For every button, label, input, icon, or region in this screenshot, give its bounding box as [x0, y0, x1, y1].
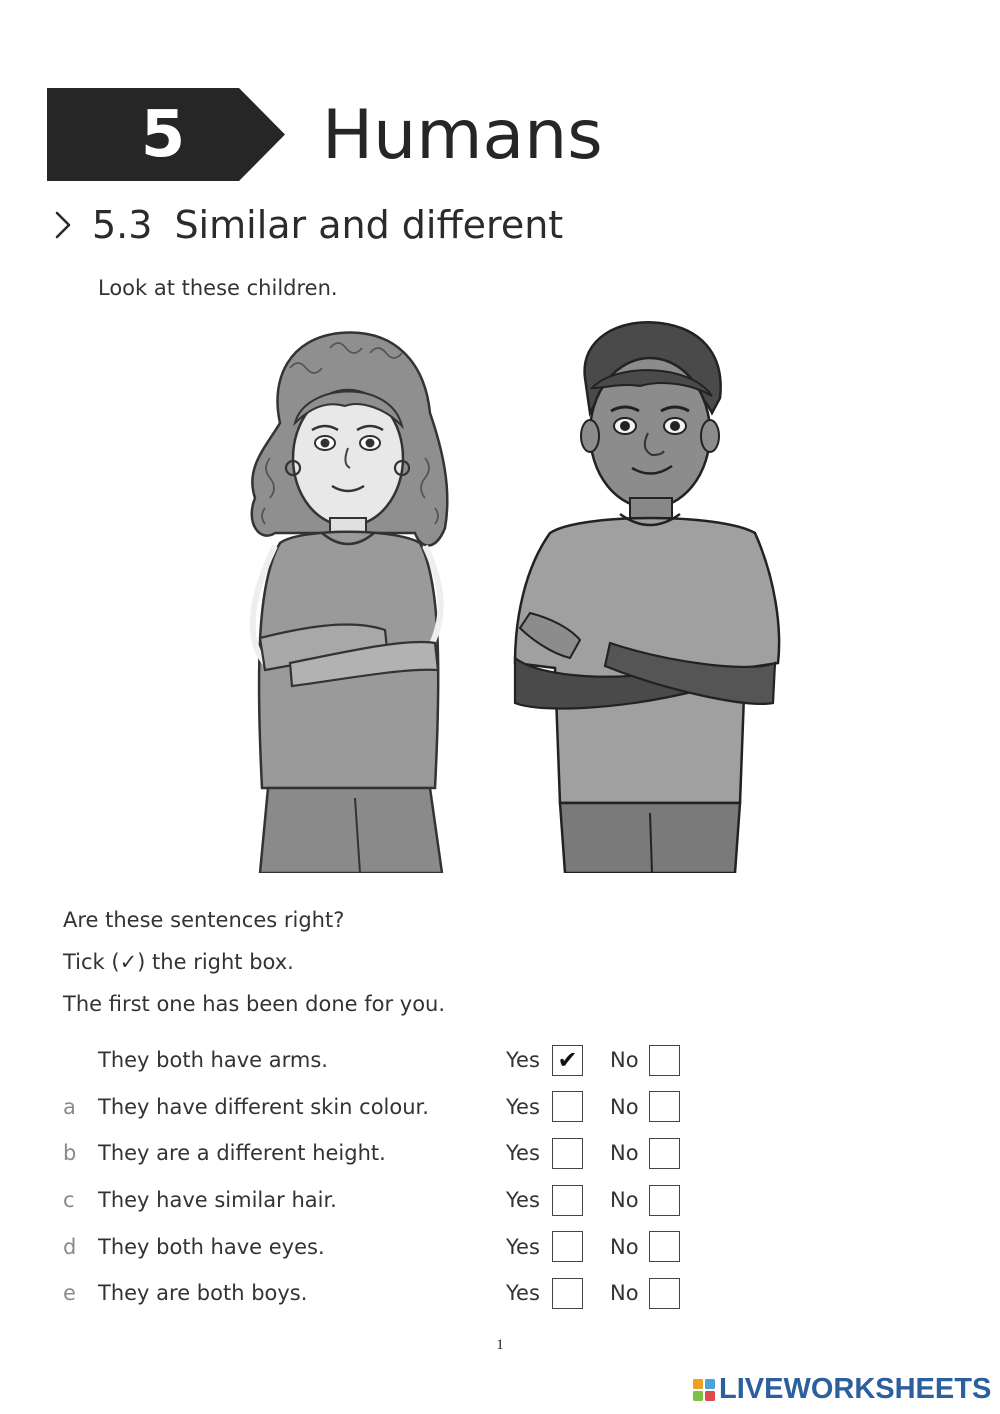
yes-checkbox[interactable]: ✔	[552, 1045, 583, 1076]
yes-label: Yes	[506, 1188, 540, 1213]
instruction-tick: Tick (✓) the right box.	[63, 950, 294, 974]
no-checkbox[interactable]	[649, 1185, 680, 1216]
yes-label: Yes	[506, 1234, 540, 1259]
girl-figure	[252, 333, 448, 873]
yes-label: Yes	[506, 1141, 540, 1166]
unit-banner	[47, 88, 285, 181]
intro-text: Look at these children.	[98, 276, 338, 300]
item-letter: c	[63, 1188, 75, 1213]
no-checkbox[interactable]	[649, 1091, 680, 1122]
item-sentence: They both have arms.	[98, 1048, 328, 1073]
no-label: No	[610, 1188, 639, 1213]
section-heading	[52, 203, 563, 247]
item-letter: a	[63, 1094, 76, 1119]
chevron-right-icon	[52, 205, 74, 245]
item-sentence: They have similar hair.	[98, 1188, 337, 1213]
yes-checkbox[interactable]	[552, 1138, 583, 1169]
no-label: No	[610, 1234, 639, 1259]
list-item	[63, 1130, 703, 1177]
item-sentence: They have different skin colour.	[98, 1094, 429, 1119]
section-title: Similar and different	[174, 203, 564, 247]
item-letter: e	[63, 1281, 76, 1306]
yes-label: Yes	[506, 1048, 540, 1073]
list-item	[63, 1223, 703, 1270]
item-sentence: They both have eyes.	[98, 1234, 325, 1259]
answer-rows	[63, 1037, 703, 1317]
unit-number: 5	[140, 97, 186, 172]
liveworksheets-logo-icon	[692, 1378, 716, 1402]
list-item	[63, 1037, 703, 1084]
instruction-question: Are these sentences right?	[63, 908, 345, 932]
no-label: No	[610, 1048, 639, 1073]
yes-checkbox[interactable]	[552, 1091, 583, 1122]
unit-title: Humans	[322, 96, 603, 175]
yes-checkbox[interactable]	[552, 1231, 583, 1262]
no-label: No	[610, 1281, 639, 1306]
yes-label: Yes	[506, 1094, 540, 1119]
list-item	[63, 1270, 703, 1317]
item-sentence: They are a different height.	[98, 1141, 386, 1166]
list-item	[63, 1084, 703, 1131]
no-checkbox[interactable]	[649, 1278, 680, 1309]
no-checkbox[interactable]	[649, 1231, 680, 1262]
section-number: 5.3	[92, 203, 153, 247]
children-illustration	[220, 318, 785, 873]
item-letter: d	[63, 1234, 77, 1259]
no-label: No	[610, 1141, 639, 1166]
item-letter: b	[63, 1141, 77, 1166]
no-label: No	[610, 1094, 639, 1119]
item-sentence: They are both boys.	[98, 1281, 308, 1306]
yes-checkbox[interactable]	[552, 1278, 583, 1309]
no-checkbox[interactable]	[649, 1138, 680, 1169]
boy-figure	[515, 322, 779, 873]
page-number: 1	[496, 1337, 504, 1353]
yes-label: Yes	[506, 1281, 540, 1306]
no-checkbox[interactable]	[649, 1045, 680, 1076]
instruction-example: The first one has been done for you.	[63, 992, 446, 1016]
liveworksheets-wordmark: LIVEWORKSHEETS	[719, 1373, 992, 1405]
yes-checkbox[interactable]	[552, 1185, 583, 1216]
list-item	[63, 1177, 703, 1224]
liveworksheets-brand[interactable]	[692, 1373, 991, 1406]
